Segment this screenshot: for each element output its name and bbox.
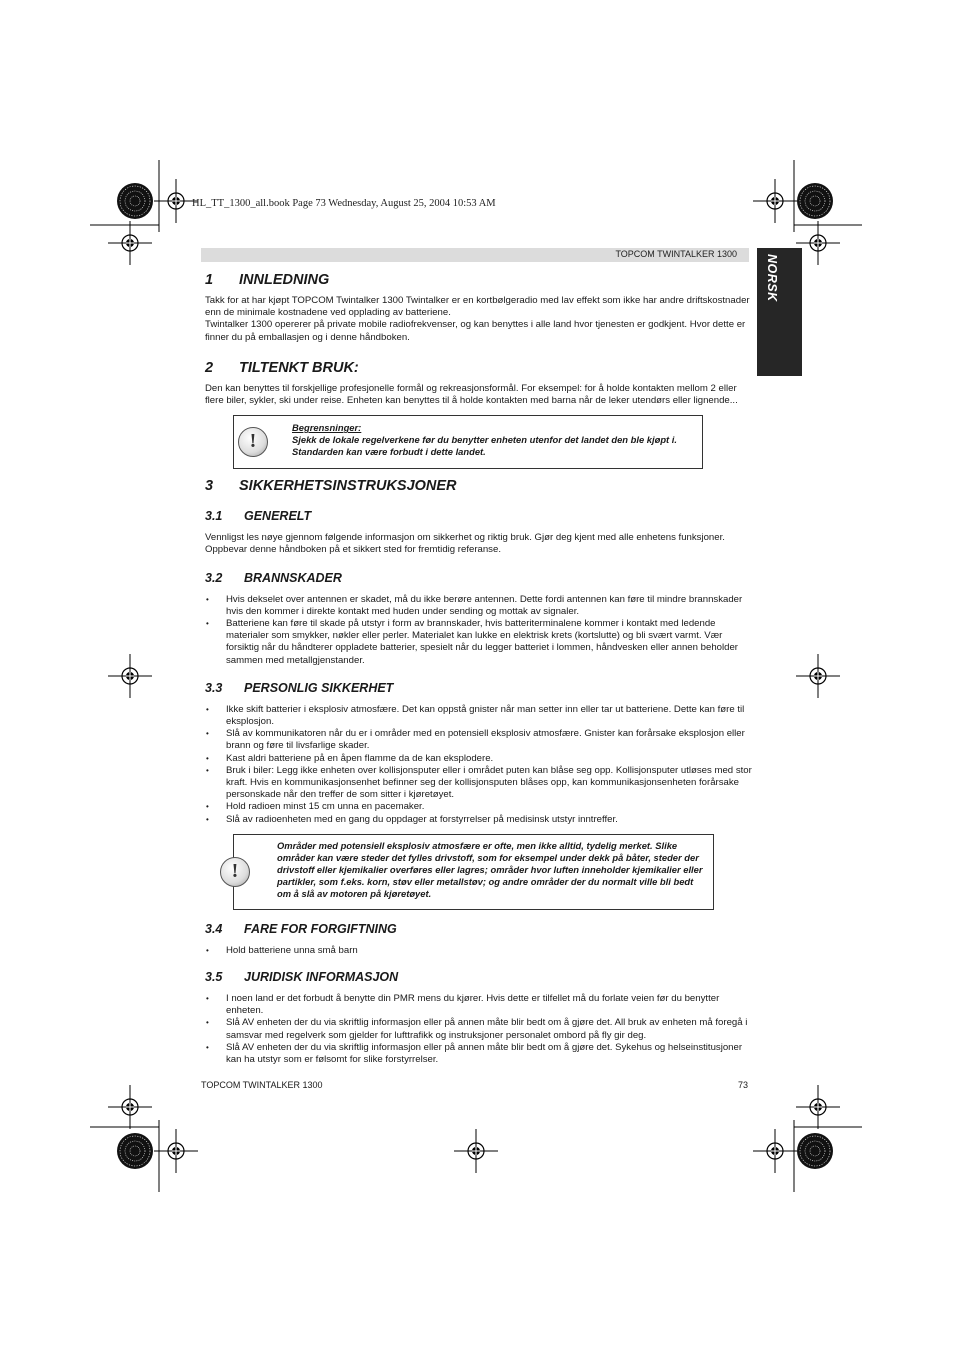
page-content bbox=[205, 272, 753, 1066]
list-item: • I noen land er det forbudt å benytte din PMR mens du kjører. Hvis dette er tilfellet må du forlate veien før du benytter enheten. bbox=[205, 993, 753, 1017]
note-text: Områder med potensiell eksplosiv atmosfære er ofte, men ikke alltid, tydelig merket. Slike områder kan være steder det fylles drivstoff, som for eksempel under dekk på båter, steder der drivstoff eller kjemikalier overføres eller lagres; områder hvor luften inneholder kjemikalier eller partikler, som f.eks. korn, støv eller metallstøv; og andre områder der du normalt ville bli bedt om å slå av motoren på kjøretøyet. bbox=[277, 839, 703, 899]
paragraph: Takk for at har kjøpt TOPCOM Twintalker 1300 Twintalker er en kortbølgeradio med lav effekt som ikke har andre driftskostnader enn de minimale kostnadene ved opplading av batteriene. bbox=[205, 295, 750, 319]
language-tab bbox=[757, 248, 802, 376]
list-item: • Batteriene kan føre til skade på utstyr i form av brannskader, hvis batteriterminalene kommer i kontakt med ledende materialer som smykker, nøkler eller perler. Materialet kan lukke en elektrisk krets (kortslutte) og bli svært varmt. Vær forsiktig når du håndterer oppladete batterier, spesielt når du legger batteriet i lommen, håndvesken eller annen beholder sammen med metallgjenstander. bbox=[205, 618, 753, 667]
list-item: • Hold radioen minst 15 cm unna en pacemaker. bbox=[205, 801, 753, 813]
list-item: • Kast aldri batteriene på en åpen flamme da de kan eksplodere. bbox=[205, 753, 753, 765]
subsection-heading: 3.2 BRANNSKADER bbox=[205, 570, 342, 585]
paragraph: Twintalker 1300 opererer på private mobile radiofrekvenser, og kan benyttes i alle land hvor tjenesten er godkjent. Hvor dette er finner du på emballasjen og i denne håndboken. bbox=[205, 319, 746, 343]
exclamation-icon: ! bbox=[238, 427, 268, 457]
section-heading: 2 TILTENKT BRUK: bbox=[205, 359, 359, 376]
subsection-heading: 3.4 FARE FOR FORGIFTNING bbox=[205, 921, 397, 936]
bullet-list bbox=[205, 945, 753, 957]
bullet-list bbox=[205, 594, 753, 667]
subsection-heading: 3.5 JURIDISK INFORMASJON bbox=[205, 970, 399, 985]
paragraph: Vennligst les nøye gjennom følgende informasjon om sikkerhet og riktig bruk. Gjør deg kjent med alle enhetens funksjoner. Oppbevar denne håndboken på et sikkert sted for fremtidig referanse. bbox=[205, 532, 725, 556]
print-info: HL_TT_1300_all.book Page 73 Wednesday, August 25, 2004 10:53 AM bbox=[192, 198, 496, 209]
subsection-heading: 3.3 PERSONLIG SIKKERHET bbox=[205, 680, 394, 695]
list-item: • Ikke skift batterier i eksplosiv atmosfære. Det kan oppstå gnister når man setter inn eller tar ut batteriene. Dette kan føre til eksplosjon. bbox=[205, 704, 753, 728]
running-header bbox=[201, 248, 749, 262]
list-item: • Hold batteriene unna små barn bbox=[205, 945, 753, 957]
page-number: 73 bbox=[738, 1080, 749, 1090]
footer-title: TOPCOM TWINTALKER 1300 bbox=[201, 1080, 323, 1090]
list-item: • Slå av kommunikatoren når du er i områder med en potensiell eksplosiv atmosfære. Gnister kan forårsake eksplosjon eller brann og føre til livsfarlige skader. bbox=[205, 728, 753, 752]
list-item: • Hvis dekselet over antennen er skadet, må du ikke berøre antennen. Dette fordi antennen kan føre til mindre brannskader hvis den kommer i direkte kontakt med huden under sending og mottak av signaler. bbox=[205, 594, 753, 618]
section-heading: 3 SIKKERHETSINSTRUKSJONER bbox=[205, 478, 457, 495]
header-title: TOPCOM TWINTALKER 1300 bbox=[615, 249, 737, 259]
bullet-list bbox=[205, 993, 753, 1066]
exclamation-icon: ! bbox=[220, 857, 250, 887]
section-heading: 1 INNLEDNING bbox=[205, 272, 330, 288]
note-title: Begrensninger: bbox=[292, 422, 362, 434]
list-item: • Slå AV enheten der du via skriftlig informasjon eller på annen måte blir bedt om å gjøre det. Sykehus og helseinstitusjoner kan ha utstyr som er følsomt for slike forstyrrelser. bbox=[205, 1042, 753, 1066]
list-item: • Slå AV enheten der du via skriftlig informasjon eller på annen måte blir bedt om å gjøre det. All bruk av enheten må foregå i samsvar med regelverk som gjelder for lufttrafikk og instruksjoner personalet ombord på fly gir deg. bbox=[205, 1017, 753, 1041]
language-tab-label: NORSK bbox=[765, 254, 779, 302]
note-text: Sjekk de lokale regelverkene før du benytter enheten utenfor det landet den ble kjøpt i. Standarden kan være forbudt i dette landet. bbox=[292, 434, 677, 458]
list-item: • Bruk i biler: Legg ikke enheten over kollisjonsputer eller i området puten kan blåse seg opp. Kollisjonsputer utløses med stor kraft. Hvis en kommunikasjonsenhet befinner seg der kollisjonsputen blåses opp, kan kommunikasjonsenheten forårsake personskade når den treffer de som sitter i kjøretøyet. bbox=[205, 765, 753, 802]
list-item: • Slå av radioenheten med en gang du oppdager at forstyrrelser på medisinsk utstyr inntreffer. bbox=[205, 814, 753, 826]
note-box bbox=[233, 834, 714, 910]
bullet-list bbox=[205, 704, 753, 826]
paragraph: Den kan benyttes til forskjellige profesjonelle formål og rekreasjonsformål. For eksempel: for å holde kontakten mellom 2 eller flere biler, sykler, ski under reise. Enheten kan benyttes til å holde kontakten med barna når de leker utendørs eller lignende... bbox=[205, 382, 738, 407]
note-box bbox=[233, 415, 703, 469]
subsection-heading: 3.1 GENERELT bbox=[205, 509, 312, 524]
